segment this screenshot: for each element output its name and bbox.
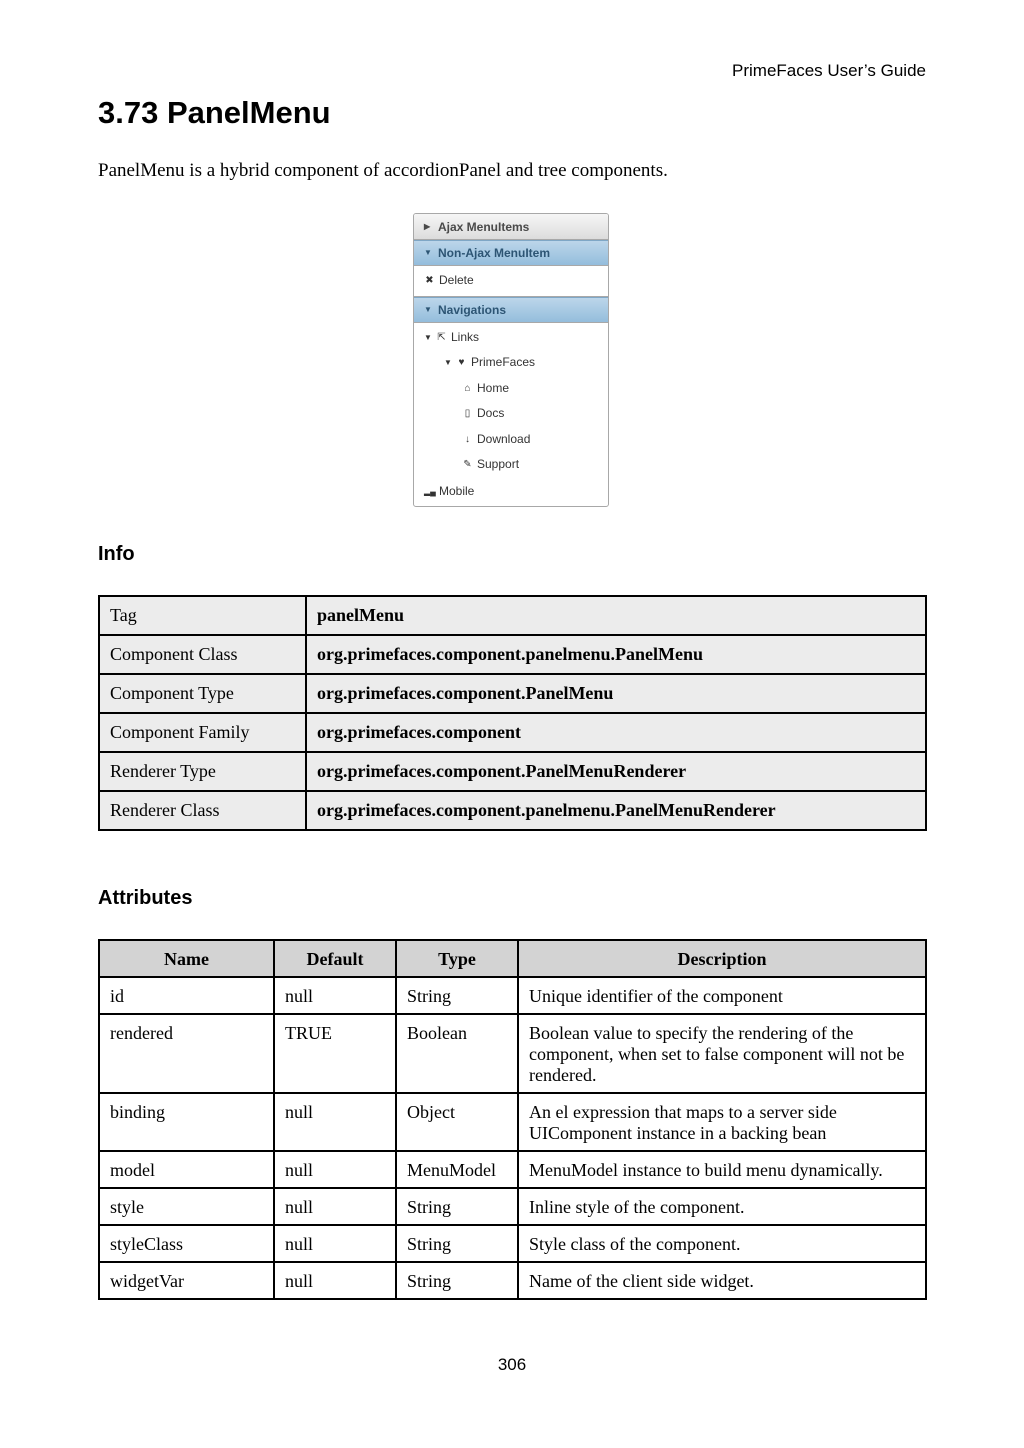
attr-type: String	[396, 1225, 518, 1262]
signal-icon: ▂▄	[424, 487, 436, 497]
column-header: Name	[99, 940, 274, 977]
attr-name: style	[99, 1188, 274, 1225]
attr-name: widgetVar	[99, 1262, 274, 1299]
attr-type: String	[396, 1262, 518, 1299]
table-row	[99, 1262, 926, 1299]
table-row	[99, 1014, 926, 1093]
menu-item-links[interactable]	[414, 325, 608, 350]
menu-content-non-ajax	[414, 266, 608, 297]
menu-item-label: Delete	[439, 273, 474, 287]
table-row	[99, 977, 926, 1014]
menu-header-label: Navigations	[438, 303, 507, 317]
document-icon: ▯	[464, 408, 471, 420]
caret-right-icon: ▶	[424, 221, 431, 231]
attr-name: id	[99, 977, 274, 1014]
attr-type: String	[396, 1188, 518, 1225]
arrow-down-icon: ↓	[465, 433, 470, 445]
attr-default: null	[274, 1093, 396, 1151]
attributes-heading: Attributes	[98, 887, 193, 909]
menu-item-label: Download	[477, 431, 531, 446]
wrench-icon: ✎	[463, 458, 472, 470]
menu-header-label: Non-Ajax MenuItem	[438, 246, 551, 260]
menu-item-label: Home	[477, 380, 510, 395]
attr-description: Style class of the component.	[518, 1225, 926, 1262]
attr-description: Name of the client side widget.	[518, 1262, 926, 1299]
menu-header-ajax[interactable]	[414, 214, 608, 240]
attr-description: Unique identifier of the component	[518, 977, 926, 1014]
table-row	[99, 713, 926, 752]
table-row	[99, 1188, 926, 1225]
attr-default: null	[274, 1188, 396, 1225]
external-link-icon: ⇱	[437, 332, 446, 343]
table-row	[99, 1151, 926, 1188]
menu-item-support[interactable]	[414, 452, 608, 477]
table-row	[99, 635, 926, 674]
section-title: 3.73 PanelMenu	[98, 95, 331, 130]
info-label: Component Family	[99, 713, 306, 752]
attr-type: Object	[396, 1093, 518, 1151]
attr-description: An el expression that maps to a server side UIComponent instance in a backing bean	[518, 1093, 926, 1151]
panelmenu-screenshot	[413, 213, 609, 507]
menu-header-label: Ajax MenuItems	[438, 219, 530, 234]
caret-down-icon: ▼	[444, 358, 452, 368]
attr-description: Boolean value to specify the rendering of the component, when set to false component will not be rendered.	[518, 1014, 926, 1093]
menu-item-label: PrimeFaces	[471, 355, 536, 370]
table-row	[99, 674, 926, 713]
menu-item-home[interactable]	[414, 376, 608, 401]
menu-item-primefaces[interactable]	[414, 350, 608, 375]
menu-item-label: Links	[451, 330, 480, 344]
menu-item-label: Support	[477, 456, 520, 471]
intro-paragraph: PanelMenu is a hybrid component of accordionPanel and tree components.	[98, 160, 668, 181]
attr-type: MenuModel	[396, 1151, 518, 1188]
info-value: org.primefaces.component.panelmenu.PanelMenu	[306, 635, 926, 674]
table-row	[99, 596, 926, 635]
table-row	[99, 1093, 926, 1151]
home-icon: ⌂	[464, 382, 471, 394]
attr-type: Boolean	[396, 1014, 518, 1093]
heart-icon: ♥	[458, 357, 465, 369]
attr-name: rendered	[99, 1014, 274, 1093]
column-header: Description	[518, 940, 926, 977]
table-row	[99, 1225, 926, 1262]
close-icon: ✖	[425, 275, 434, 286]
menu-header-navigations[interactable]	[414, 297, 608, 323]
caret-down-icon: ▼	[424, 305, 432, 314]
attr-description: Inline style of the component.	[518, 1188, 926, 1225]
menu-content-navigations	[414, 323, 608, 505]
attr-default: null	[274, 977, 396, 1014]
column-header: Type	[396, 940, 518, 977]
info-label: Renderer Class	[99, 791, 306, 830]
info-label: Component Class	[99, 635, 306, 674]
menu-item-label: Mobile	[439, 484, 475, 499]
attr-default: null	[274, 1151, 396, 1188]
info-value: org.primefaces.component	[306, 713, 926, 752]
info-value: org.primefaces.component.PanelMenu	[306, 674, 926, 713]
attr-default: null	[274, 1262, 396, 1299]
attr-description: MenuModel instance to build menu dynamically.	[518, 1151, 926, 1188]
table-row	[99, 791, 926, 830]
menu-item-label: Docs	[477, 406, 505, 421]
attr-default: null	[274, 1225, 396, 1262]
page-number: 306	[497, 1355, 527, 1374]
info-label: Renderer Type	[99, 752, 306, 791]
caret-down-icon: ▼	[424, 333, 432, 342]
info-value: panelMenu	[306, 596, 926, 635]
info-value: org.primefaces.component.panelmenu.PanelMenuRenderer	[306, 791, 926, 830]
info-value: org.primefaces.component.PanelMenuRenderer	[306, 752, 926, 791]
info-table	[98, 595, 927, 831]
table-header-row	[99, 940, 926, 977]
attr-name: model	[99, 1151, 274, 1188]
menu-header-non-ajax[interactable]	[414, 240, 608, 266]
running-header: PrimeFaces User’s Guide	[732, 61, 926, 80]
attr-name: styleClass	[99, 1225, 274, 1262]
attr-name: binding	[99, 1093, 274, 1151]
info-heading: Info	[98, 543, 135, 565]
menu-item-delete[interactable]	[414, 268, 608, 293]
caret-down-icon: ▼	[424, 248, 432, 257]
table-row	[99, 752, 926, 791]
attr-type: String	[396, 977, 518, 1014]
menu-item-download[interactable]	[414, 427, 608, 452]
menu-item-docs[interactable]	[414, 401, 608, 426]
menu-item-mobile[interactable]	[414, 479, 608, 504]
info-label: Component Type	[99, 674, 306, 713]
column-header: Default	[274, 940, 396, 977]
attributes-table	[98, 939, 927, 1300]
attr-default: TRUE	[274, 1014, 396, 1093]
info-label: Tag	[99, 596, 306, 635]
